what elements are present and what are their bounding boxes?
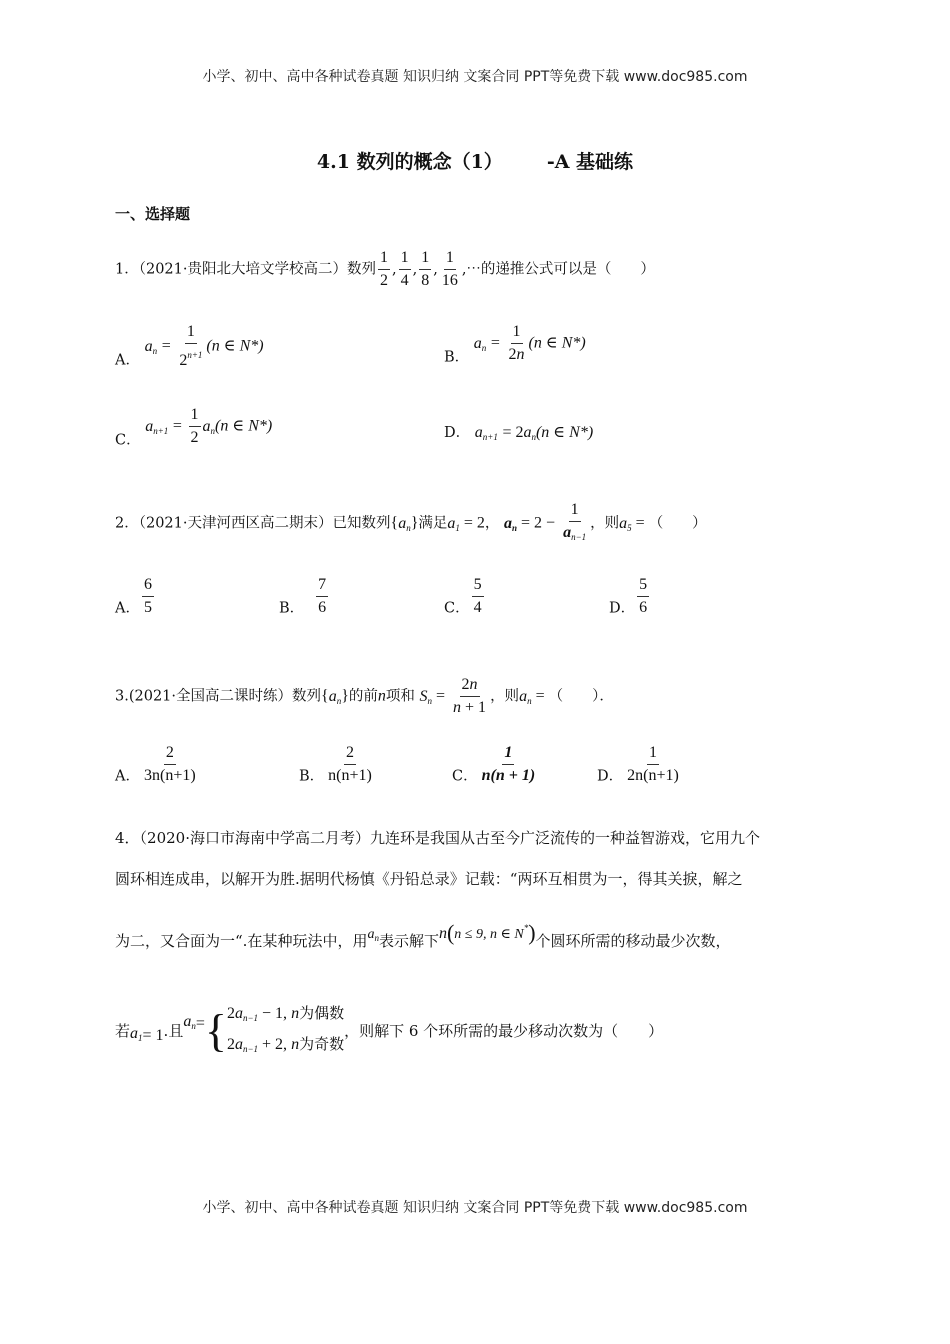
option-label: D．: [609, 600, 636, 617]
page-footer: 小学、初中、高中各种试卷真题 知识归纳 文案合同 PPT等免费下载 www.doc985.com: [202, 1200, 748, 1216]
q4-text: 个圆环所需的移动最少次数，: [535, 932, 731, 950]
q1-option-b[interactable]: B． $a_n$ = $\frac{1}{2n}$ (n ∈ N*): [444, 323, 586, 366]
option-label: A．: [115, 600, 140, 617]
q1-seq-den: 16: [441, 272, 458, 289]
q2-option-b[interactable]: [279, 575, 330, 618]
q1-seq-num: 1: [419, 248, 431, 270]
option-num: 5: [472, 575, 484, 597]
q2-blank: （ ）: [648, 515, 707, 532]
option-den: n(n+1): [328, 767, 372, 784]
q4-text: ，则解下 6 个环所需的最少移动次数为（ ）: [344, 1022, 664, 1040]
option-den: 5: [143, 599, 152, 616]
option-num: 2: [344, 743, 356, 765]
q4-text: 为二，又合面为一“.在某种玩法中，用: [115, 932, 368, 950]
q1-number: 1．: [115, 261, 139, 278]
section-heading: 一、选择题: [115, 205, 191, 223]
q4-line-3: 为二，又合面为一“.在某种玩法中，用$a_n$表示解下n(n ≤ 9, n ∈ N*)个圆环所需的移动最少次数，: [115, 920, 731, 950]
option-num: 1: [502, 743, 514, 765]
q1-option-c[interactable]: C． $a_{n+1}$ = $\frac{1}{2}$ $a_n(n$ ∈ N*): [115, 406, 273, 449]
option-label: B．: [279, 600, 305, 617]
q3-number: 3.: [115, 688, 129, 705]
q2-option-d[interactable]: [609, 575, 651, 618]
q2-option-a[interactable]: [115, 575, 156, 618]
q3-option-c[interactable]: [452, 743, 539, 786]
q1-seq-num: 1: [399, 248, 411, 270]
q4-line-2: 圆环相连成串，以解开为胜.据明代杨慎《丹铅总录》记载：“两环互相贯为一，得其关捩，解之: [115, 870, 743, 888]
q1-seq-num: 1: [444, 248, 456, 270]
q4-case-even: 为偶数: [299, 1004, 345, 1022]
q3-option-d[interactable]: [597, 743, 683, 786]
option-label: C．: [115, 432, 141, 449]
q4-line-1: 4．（2020·海口市海南中学高二月考）九连环是我国从古至今广泛流传的一种益智游戏，它用九个: [115, 829, 760, 847]
option-den: 6: [639, 599, 648, 616]
q2-mid: 满足: [418, 515, 448, 532]
q3-blank: （ ）．: [548, 688, 614, 705]
option-label: C．: [452, 768, 478, 785]
q2-option-c[interactable]: [444, 575, 486, 618]
q4-text: 若: [115, 1022, 131, 1040]
q3-mid: 的前: [348, 688, 378, 705]
option-label: B．: [444, 349, 470, 366]
option-label: A．: [115, 768, 140, 785]
option-num: 5: [637, 575, 649, 597]
question-2: 2．（2021·天津河西区高二期末）已知数列$\{a_n\}$满足$a_1 = 2$， $a_n = 2$ − $\frac{1}{a_{n-1}}$ ，则$a_5$ = （ ）: [115, 501, 707, 542]
q2-number: 2．: [115, 515, 139, 532]
title-main: 4.1 数列的概念（1）: [316, 151, 503, 173]
q1-seq-den: 8: [421, 272, 430, 289]
q1-seq-den: 4: [400, 272, 409, 289]
q3-option-b[interactable]: [299, 743, 376, 786]
q1-ellipsis: ,⋯的递推公式可以是（ ）: [461, 261, 655, 278]
q1-c-condition: (n ∈ N*): [215, 417, 273, 435]
q1-seq-num: 1: [378, 248, 390, 270]
q1-d-condition: (n ∈ N*): [535, 424, 594, 441]
option-label: D．: [597, 768, 624, 785]
option-label: B．: [299, 768, 325, 785]
question-3: 3.(2021·全国高二课时练）数列$\{a_n\}$的前n项和 $S_n$ = $\frac{2n}{n + 1}$ ，则$a_n$ = （ ）．: [115, 676, 614, 716]
q2-source: （2021·天津河西区高二期末）已知数列: [138, 515, 391, 532]
q1-option-a[interactable]: A． $a_n$ = $\frac{1}{2^{n+1}}$ (n ∈ N*): [115, 323, 264, 369]
q1-a-condition: (n ∈ N*): [206, 337, 264, 355]
q3-then: ，则: [490, 688, 520, 705]
option-num: 6: [142, 575, 154, 597]
q1-seq-den: 2: [380, 272, 388, 289]
q4-line-4: 若 $a_1$ = 1 .且 $a_n$ = { $2a_{n-1} - 1$, n为偶数 $2a_{n-1} + 2$, n为奇数 ，则解下 6 个环所需的最少移动次数为（ ）: [115, 1004, 664, 1056]
option-label: D．: [444, 425, 471, 441]
option-num: 1: [647, 743, 659, 765]
option-label: C．: [444, 600, 470, 617]
option-num: 2: [164, 743, 176, 765]
q3-source: (2021·全国高二课时练）数列: [128, 688, 322, 705]
q3-mid2: 项和: [385, 688, 415, 705]
option-den: 2n(n+1): [627, 767, 679, 784]
page-title: [0, 147, 950, 174]
option-den: 6: [318, 599, 327, 616]
option-num: 7: [316, 575, 328, 597]
option-den: 3n(n+1): [143, 767, 196, 784]
q1-source: （2021·贵阳北大培文学校高二）数列: [138, 261, 376, 278]
q1-option-d[interactable]: D． $a_{n+1} = 2a_n(n$ ∈ N*): [444, 424, 594, 442]
question-1: 1．（2021·贵阳北大培文学校高二）数列 $\frac{1}{2}$ , $\frac{1}{4}$ , $\frac{1}{8}$ , $\frac{1}{16}$ ,⋯的递推公式可以是（ ）: [115, 249, 655, 289]
title-suffix: -A 基础练: [546, 151, 634, 173]
q4-text: 表示解下: [378, 932, 439, 950]
option-den: 4: [473, 599, 482, 616]
q1-b-condition: (n ∈ N*): [528, 334, 586, 352]
option-den: n(n + 1): [481, 767, 536, 784]
q4-case-odd: 为奇数: [299, 1035, 345, 1053]
q2-then: ，则: [590, 515, 620, 532]
page-header: 小学、初中、高中各种试卷真题 知识归纳 文案合同 PPT等免费下载 www.doc985.com: [202, 69, 748, 85]
option-label: A．: [115, 352, 140, 369]
q4-text: .且: [163, 1022, 184, 1040]
q3-option-a[interactable]: [115, 743, 200, 786]
